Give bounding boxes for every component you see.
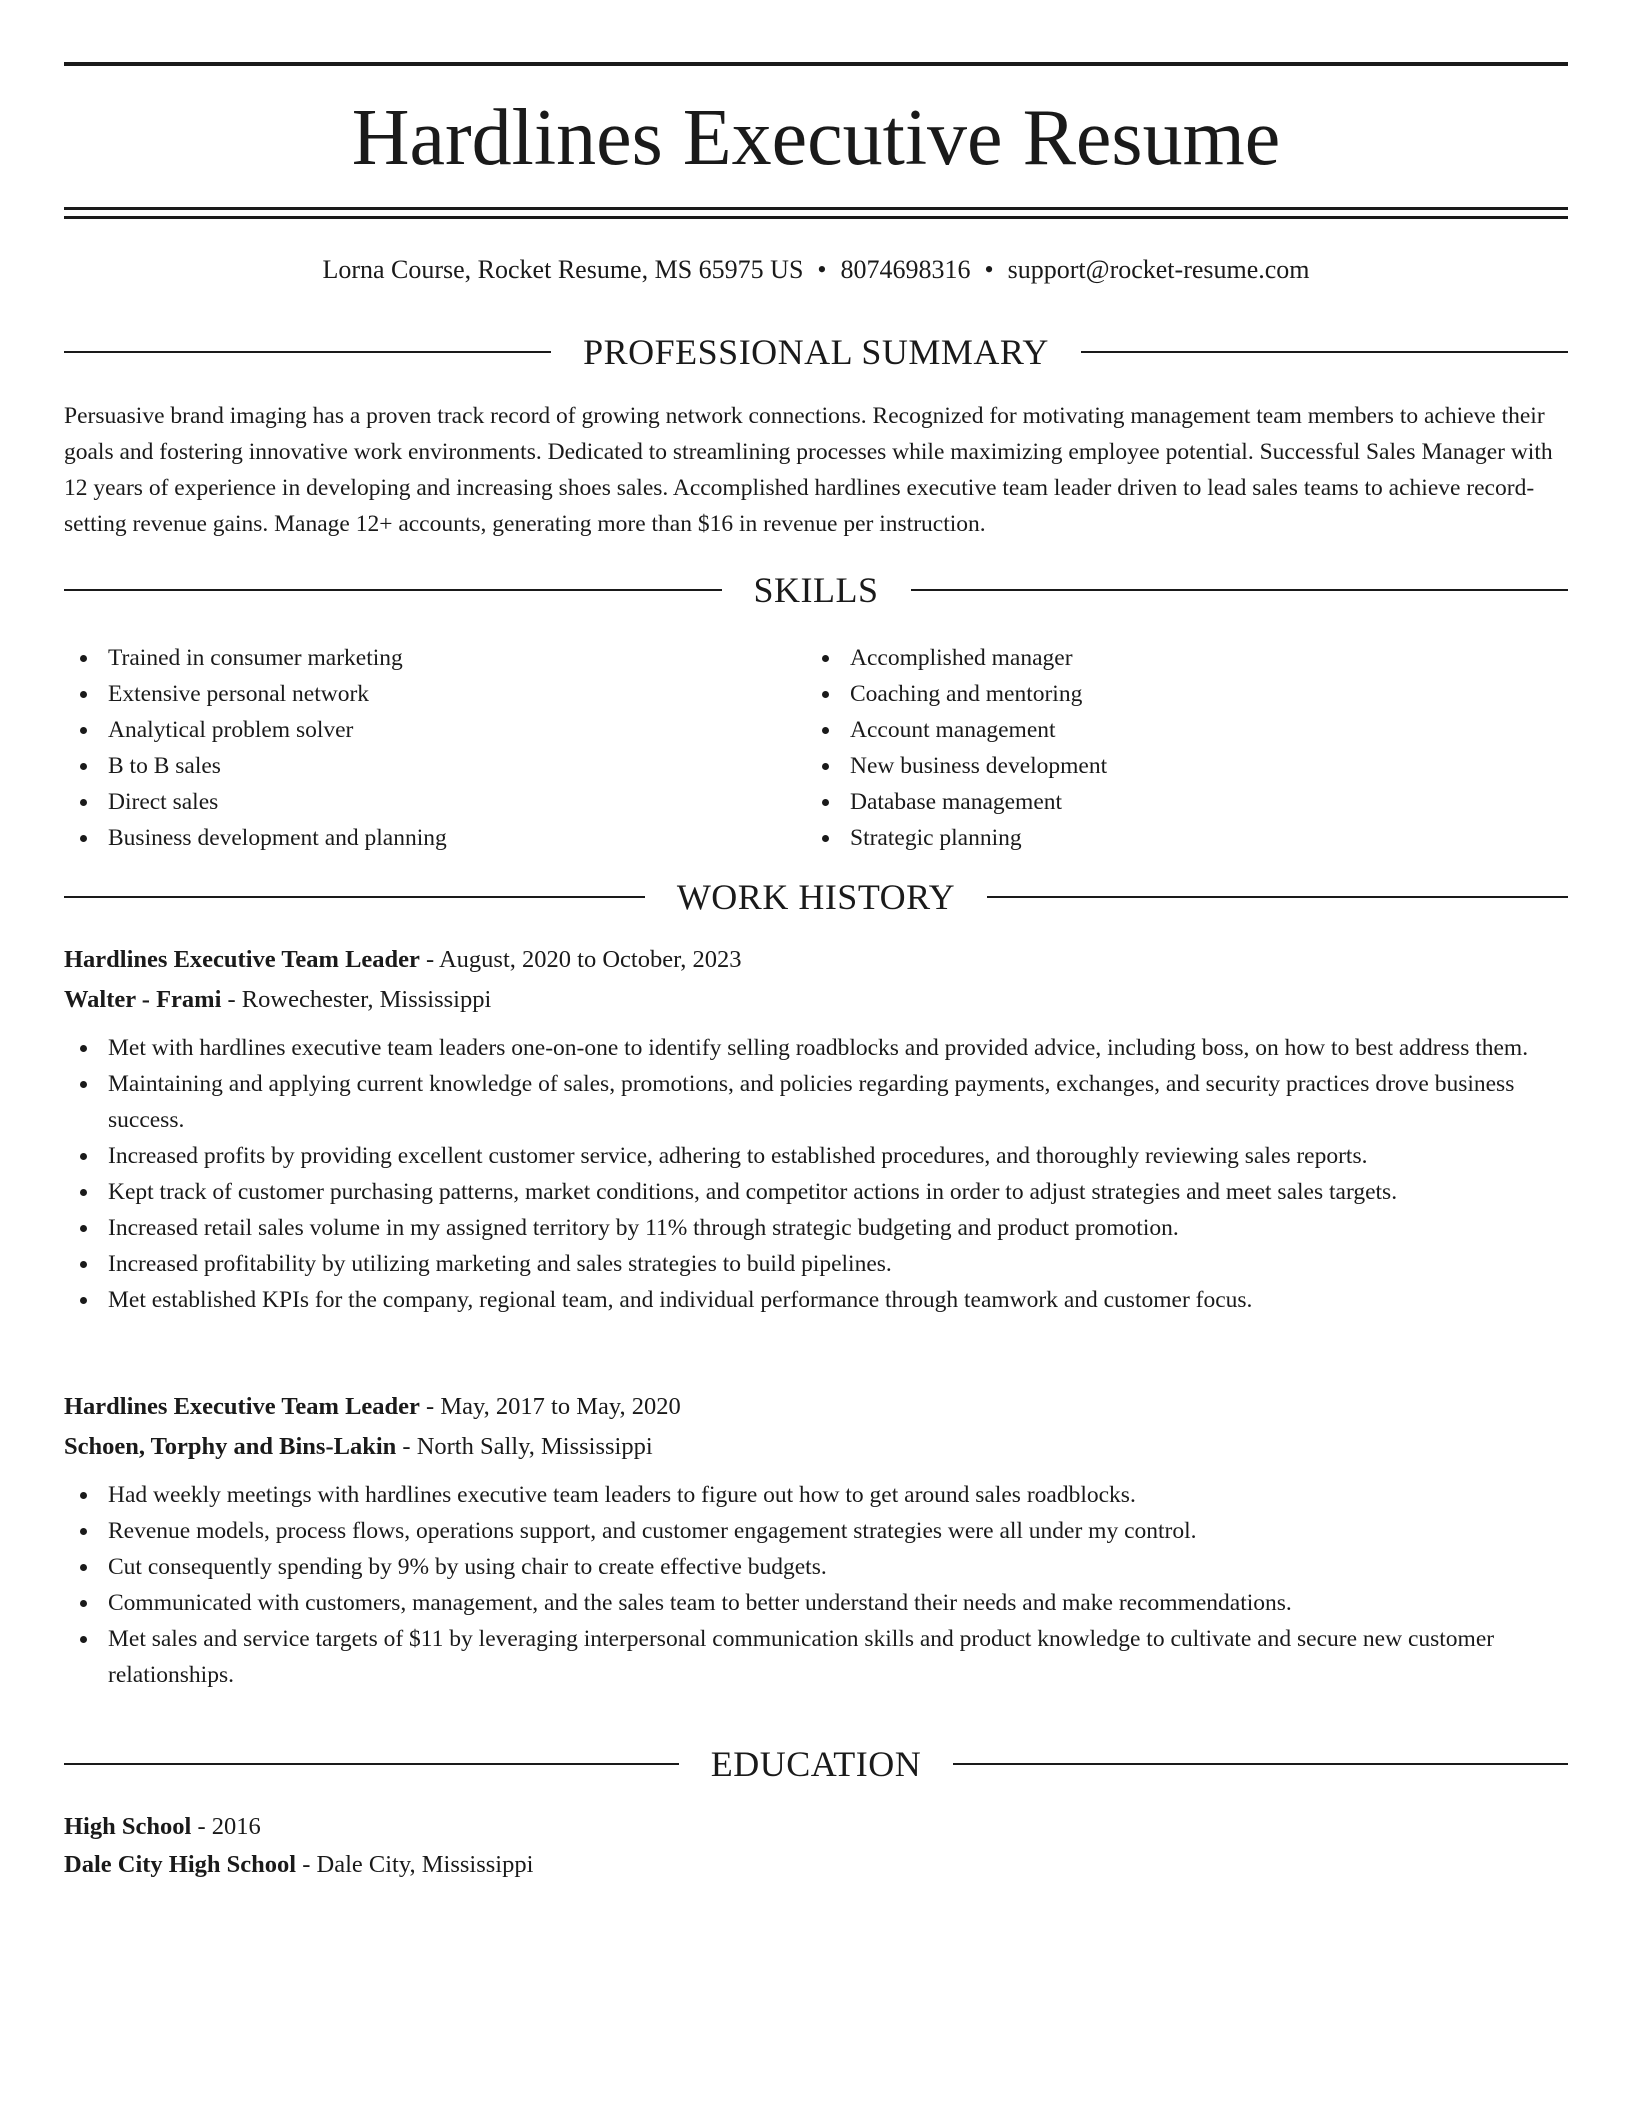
top-rule xyxy=(64,62,1568,66)
skill-item: B to B sales xyxy=(64,748,804,784)
job-bullet: Increased profits by providing excellent customer service, adhering to established procedures, and thoroughly reviewing sales reports. xyxy=(64,1138,1568,1174)
divider-line xyxy=(911,589,1569,591)
job-dates: - August, 2020 to October, 2023 xyxy=(419,946,742,973)
job-bullet: Increased retail sales volume in my assigned territory by 11% through strategic budgeting and product promotion. xyxy=(64,1210,1568,1246)
skill-item: Trained in consumer marketing xyxy=(64,640,804,676)
section-heading-skills xyxy=(64,568,1568,612)
job-bullet: Maintaining and applying current knowledge of sales, promotions, and policies regarding payments, exchanges, and security practices drove business success. xyxy=(64,1066,1568,1138)
education-school: Dale City High School xyxy=(64,1851,297,1878)
job-bullets xyxy=(64,1030,1568,1318)
professional-summary: Persuasive brand imaging has a proven track record of growing network connections. Recognized for motivating management team members to achieve their goals and fostering innovative work environments. Dedicated to streamlining processes while maximizing employee potential. Successful Sales Manager with 12 years of experience in developing and increasing shoes sales. Accomplished hardlines executive team leader driven to lead sales teams to achieve record-setting revenue gains. Manage 12+ accounts, generating more than $16 in revenue per instruction. xyxy=(64,403,1553,537)
skill-item: Analytical problem solver xyxy=(64,712,804,748)
divider-line xyxy=(64,896,645,898)
education-entry xyxy=(64,1808,1568,1884)
skills-list-right xyxy=(806,640,1546,856)
job-company: Schoen, Torphy and Bins-Lakin xyxy=(64,1433,397,1460)
job-bullets xyxy=(64,1477,1568,1693)
skill-item: New business development xyxy=(806,748,1546,784)
job-location: - North Sally, Mississippi xyxy=(396,1433,653,1460)
contact-address: Lorna Course, Rocket Resume, MS 65975 US xyxy=(322,255,804,284)
job-bullet: Communicated with customers, management, and the sales team to better understand their needs and make recommendations. xyxy=(64,1585,1568,1621)
skill-item: Accomplished manager xyxy=(806,640,1546,676)
job-location: - Rowechester, Mississippi xyxy=(221,986,492,1013)
skill-item: Coaching and mentoring xyxy=(806,676,1546,712)
contact-phone: 8074698316 xyxy=(840,255,971,284)
job-bullet: Increased profitability by utilizing marketing and sales strategies to build pipelines. xyxy=(64,1246,1568,1282)
education-location: - Dale City, Mississippi xyxy=(296,1851,534,1878)
job-bullet: Met sales and service targets of $11 by leveraging interpersonal communication skills and product knowledge to cultivate and secure new customer relationships. xyxy=(64,1621,1568,1693)
divider-line xyxy=(953,1763,1568,1765)
contact-separator: • xyxy=(817,255,827,284)
skill-item: Account management xyxy=(806,712,1546,748)
job-bullet: Had weekly meetings with hardlines executive team leaders to figure out how to get around sales roadblocks. xyxy=(64,1477,1568,1513)
resume-title: Hardlines Executive Resume xyxy=(351,94,1281,182)
job-company-line xyxy=(64,1427,1568,1467)
skill-item: Business development and planning xyxy=(64,820,804,856)
skill-item: Extensive personal network xyxy=(64,676,804,712)
job-bullet: Met established KPIs for the company, regional team, and individual performance through teamwork and customer focus. xyxy=(64,1282,1568,1318)
job-entry xyxy=(64,940,1568,1318)
skill-item: Direct sales xyxy=(64,784,804,820)
skill-item: Strategic planning xyxy=(806,820,1546,856)
section-heading-summary xyxy=(64,330,1568,374)
contact-separator: • xyxy=(984,255,994,284)
skills-list-left xyxy=(64,640,804,856)
divider-line xyxy=(64,1763,679,1765)
job-title: Hardlines Executive Team Leader xyxy=(64,946,420,973)
section-title: SKILLS xyxy=(753,570,879,610)
education-year: - 2016 xyxy=(191,1813,261,1840)
skills-column-right xyxy=(806,640,1546,856)
job-title-line xyxy=(64,940,1568,980)
section-title: EDUCATION xyxy=(710,1744,922,1784)
job-bullet: Cut consequently spending by 9% by using chair to create effective budgets. xyxy=(64,1549,1568,1585)
section-title: WORK HISTORY xyxy=(676,877,956,917)
job-title-line xyxy=(64,1387,1568,1427)
skill-item: Database management xyxy=(806,784,1546,820)
job-bullet: Met with hardlines executive team leaders one-on-one to identify selling roadblocks and provided advice, including boss, on how to best address them. xyxy=(64,1030,1568,1066)
contact-email: support@rocket-resume.com xyxy=(1007,255,1310,284)
divider-line xyxy=(1081,351,1568,353)
education-school-line xyxy=(64,1846,1568,1884)
divider-line xyxy=(987,896,1568,898)
section-heading-work xyxy=(64,875,1568,919)
job-dates: - May, 2017 to May, 2020 xyxy=(419,1393,681,1420)
divider-line xyxy=(64,351,551,353)
section-title: PROFESSIONAL SUMMARY xyxy=(583,332,1049,372)
job-company: Walter - Frami xyxy=(64,986,222,1013)
job-bullet: Revenue models, process flows, operations support, and customer engagement strategies were all under my control. xyxy=(64,1513,1568,1549)
section-heading-education xyxy=(64,1742,1568,1786)
education-degree: High School xyxy=(64,1813,192,1840)
education-degree-line xyxy=(64,1808,1568,1846)
job-entry xyxy=(64,1387,1568,1693)
job-company-line xyxy=(64,980,1568,1020)
job-bullet: Kept track of customer purchasing patterns, market conditions, and competitor actions in order to adjust strategies and meet sales targets. xyxy=(64,1174,1568,1210)
job-title: Hardlines Executive Team Leader xyxy=(64,1393,420,1420)
contact-line xyxy=(64,252,1568,288)
divider-line xyxy=(64,589,722,591)
title-double-rule xyxy=(64,207,1568,219)
skills-column-left xyxy=(64,640,804,856)
